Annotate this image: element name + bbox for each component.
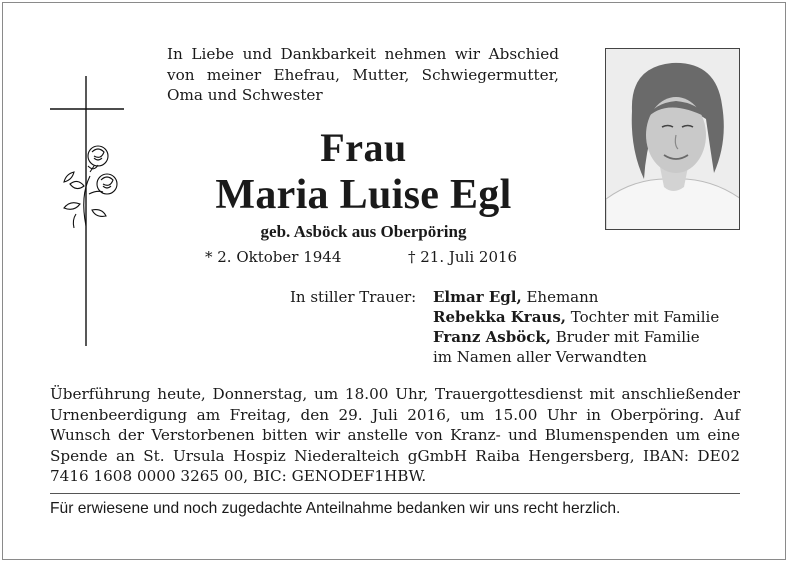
mourner-relation: Tochter mit Familie: [566, 308, 720, 326]
mourner-row: [433, 307, 719, 327]
death-date: † 21. Juli 2016: [408, 248, 518, 266]
cross-with-roses-icon: [46, 76, 128, 346]
mourner-name: Rebekka Kraus,: [433, 308, 567, 326]
service-details: Überführung heute, Donnerstag, um 18.00 Uhr, Trauergottesdienst mit anschließender Urnenbeerdigung am Freitag, den 29. Juli 2016, um 15.00 Uhr in Oberpöring. Auf Wunsch der Verstorbenen bitten wir anstelle von Kranz- und Blumenspenden um eine Spende an St. Ursula Hospiz Niederalteich gGmbH Raiba Hengersberg, IBAN: DE02 7416 1608 0000 3265 00, BIC: GENODEF1HBW.: [50, 385, 740, 485]
deceased-name: Maria Luise Egl: [215, 172, 512, 218]
mourners-closing: im Namen aller Verwandten: [433, 348, 647, 366]
maiden-name: geb. Asböck aus Oberpöring: [260, 222, 467, 241]
mourner-row: [433, 287, 719, 307]
salutation: Frau: [320, 125, 407, 170]
mourner-relation: Bruder mit Familie: [550, 328, 700, 346]
portrait-photo: [605, 48, 740, 230]
intro-text: In Liebe und Dankbarkeit nehmen wir Abschied von meiner Ehefrau, Mutter, Schwiegermutter, Oma und Schwester: [167, 45, 559, 104]
mourner-name: Franz Asböck,: [433, 328, 551, 346]
mourners-list: [433, 287, 719, 367]
divider: [50, 493, 740, 494]
mourner-row: [433, 327, 719, 347]
thanks-note: Für erwiesene und noch zugedachte Anteilnahme bedanken wir uns recht herzlich.: [50, 500, 621, 517]
mourning-label: In stiller Trauer:: [290, 288, 417, 306]
mourner-relation: Ehemann: [521, 288, 599, 306]
birth-date: * 2. Oktober 1944: [205, 248, 342, 266]
mourner-name: Elmar Egl,: [433, 288, 522, 306]
